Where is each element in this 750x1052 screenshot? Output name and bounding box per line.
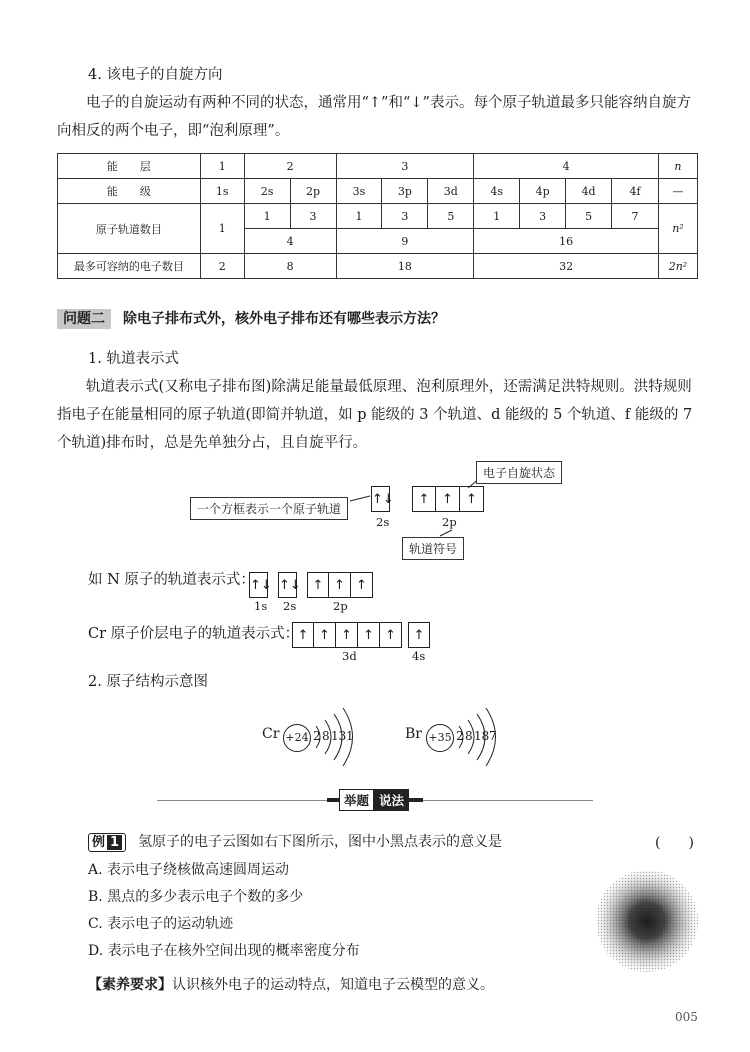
orbital-box: ↑ [336, 622, 358, 648]
orbital-cell: 5 [428, 204, 474, 229]
diagram-2s-label: 2s [376, 515, 390, 529]
orbital-cell: 1 [336, 204, 382, 229]
orbital-box: ↑ [436, 486, 460, 512]
n-1s-label: 1s [254, 599, 268, 613]
orbital-total-cell: 16 [474, 229, 659, 254]
orbital-box: ↑ [358, 622, 380, 648]
n-1s-box [249, 572, 272, 598]
cr-4s-label: 4s [412, 649, 426, 663]
max-cell: 32 [474, 254, 659, 279]
subsection1-paragraph: 轨道表示式(又称电子排布图)除满足能量最低原理、泡利原理外，还需满足洪特规则。洪特规则指电子在能量相同的原子轨道(即简并轨道，如 p 能级的 3 个轨道、d 能级的 5 个轨道、f 能级的 7 个轨道)排布时，总是先单独分占，且自旋平行。 [57, 379, 693, 451]
n-2s-box [278, 572, 301, 598]
orbital-cell: 7 [612, 204, 659, 229]
example-tag-number: 1 [107, 835, 122, 850]
orbital-box: ↑ [351, 572, 373, 598]
orbital-cell: 3 [290, 204, 336, 229]
cr-atom-label: Cr 原子价层电子的轨道表示式： [88, 626, 300, 642]
br-shell-2: 8 [465, 729, 473, 743]
literacy-tag: 【素养要求】 [88, 977, 172, 993]
orbital-box: ↑ [329, 572, 351, 598]
cr-symbol: Cr [262, 726, 280, 742]
br-shell-4: 7 [489, 729, 497, 743]
orbital-cell: 1 [244, 204, 290, 229]
max-cell: 18 [336, 254, 474, 279]
br-shell-3: 18 [474, 729, 490, 743]
diagram-2p-label: 2p [442, 515, 457, 529]
br-symbol: Br [405, 726, 422, 742]
literacy-text: 认识核外电子的运动特点，知道电子云模型的意义。 [172, 977, 494, 993]
orbital-box: ↑ [408, 622, 430, 648]
answer-blank: ( ) [655, 835, 694, 851]
br-nucleus: +35 [426, 724, 454, 752]
br-structure-diagram [405, 704, 515, 768]
option-d: D. 表示电子在核外空间出现的概率密度分布 [88, 943, 360, 959]
diagram-2s-boxes [371, 486, 394, 512]
layer-cell: 1 [200, 154, 244, 179]
cr-shell-2: 8 [322, 729, 330, 743]
max-cell: 2n² [658, 254, 697, 279]
orbital-cell: 1 [474, 204, 520, 229]
row-label-orbitals: 原子轨道数目 [58, 204, 201, 254]
orbital-box: ↑↓ [249, 572, 268, 598]
subsection1-heading: 1. 轨道表示式 [88, 351, 179, 367]
page-number: 005 [675, 1010, 698, 1024]
level-cell: 2p [290, 179, 336, 204]
layer-cell: n [658, 154, 697, 179]
orbital-total-cell: 4 [244, 229, 336, 254]
level-cell: 4p [520, 179, 566, 204]
orbital-cell: n² [658, 204, 697, 254]
level-cell: 4f [612, 179, 659, 204]
orbital-total-cell: 9 [336, 229, 474, 254]
option-c: C. 表示电子的运动轨迹 [88, 916, 234, 932]
level-cell: 3p [382, 179, 428, 204]
cr-shell-3: 13 [331, 729, 347, 743]
cr-3d-label: 3d [342, 649, 357, 663]
row-label-level: 能 级 [58, 179, 201, 204]
n-2p-boxes [307, 572, 373, 598]
cr-shell-4: 1 [346, 729, 354, 743]
example1-stem-row [88, 832, 502, 852]
n-2p-label: 2p [333, 599, 348, 613]
cr-4s-box [408, 622, 430, 648]
row-label-layer: 能 层 [58, 154, 201, 179]
level-cell: 2s [244, 179, 290, 204]
row-label-max-electrons: 最多可容纳的电子数目 [58, 254, 201, 279]
subsection2-heading: 2. 原子结构示意图 [88, 674, 208, 690]
callout-orbital-symbol: 轨道符号 [402, 537, 464, 560]
cr-structure-diagram [262, 704, 372, 768]
electron-cloud-image [594, 868, 700, 974]
question-title: 除电子排布式外，核外电子排布还有哪些表示方法？ [123, 311, 445, 327]
callout-spin: 电子自旋状态 [476, 461, 562, 484]
level-cell: — [658, 179, 697, 204]
cr-3d-boxes [292, 622, 402, 648]
max-cell: 8 [244, 254, 336, 279]
option-b: B. 黑点的多少表示电子个数的多少 [88, 889, 304, 905]
banner-pill [339, 789, 409, 811]
question-tag: 问题二 [57, 309, 111, 329]
orbital-box: ↑ [292, 622, 314, 648]
banner-part2: 说法 [374, 789, 409, 811]
callout-orbital-box: 一个方框表示一个原子轨道 [190, 497, 348, 520]
orbital-box: ↑ [307, 572, 329, 598]
example-tag-label: 例 [92, 834, 106, 850]
banner-part1: 举题 [339, 789, 374, 811]
orbital-box: ↑↓ [278, 572, 297, 598]
example-tag [88, 833, 126, 852]
level-cell: 3s [336, 179, 382, 204]
section-banner [157, 792, 593, 808]
cr-nucleus: +24 [283, 724, 311, 752]
option-a: A. 表示电子绕核做高速圆周运动 [88, 862, 290, 878]
section4-paragraph: 电子的自旋运动有两种不同的状态，通常用“↑”和“↓”表示。每个原子轨道最多只能容纳自旋方向相反的两个电子，即“泡利原理”。 [57, 95, 691, 139]
max-cell: 2 [200, 254, 244, 279]
example1-stem: 氢原子的电子云图如右下图所示，图中小黑点表示的意义是 [138, 834, 503, 850]
orbital-box: ↑ [460, 486, 484, 512]
level-cell: 4s [474, 179, 520, 204]
orbital-cell: 3 [520, 204, 566, 229]
cr-shell-1: 2 [313, 729, 321, 743]
orbital-box: ↑ [412, 486, 436, 512]
orbital-box: ↑ [314, 622, 336, 648]
layer-cell: 4 [474, 154, 659, 179]
diagram-2p-boxes [412, 486, 484, 512]
energy-level-table [57, 153, 698, 279]
level-cell: 4d [566, 179, 612, 204]
level-cell: 3d [428, 179, 474, 204]
n-atom-label: 如 N 原子的轨道表示式： [88, 572, 255, 588]
n-2s-label: 2s [283, 599, 297, 613]
layer-cell: 2 [244, 154, 336, 179]
section4-heading: 4. 该电子的自旋方向 [88, 67, 223, 83]
orbital-cell: 3 [382, 204, 428, 229]
orbital-cell: 5 [566, 204, 612, 229]
layer-cell: 3 [336, 154, 474, 179]
question2-heading [57, 308, 445, 328]
literacy-row [88, 974, 494, 996]
orbital-box: ↑↓ [371, 486, 390, 512]
orbital-cell: 1 [200, 204, 244, 254]
br-shell-1: 2 [456, 729, 464, 743]
orbital-box: ↑ [380, 622, 402, 648]
level-cell: 1s [200, 179, 244, 204]
